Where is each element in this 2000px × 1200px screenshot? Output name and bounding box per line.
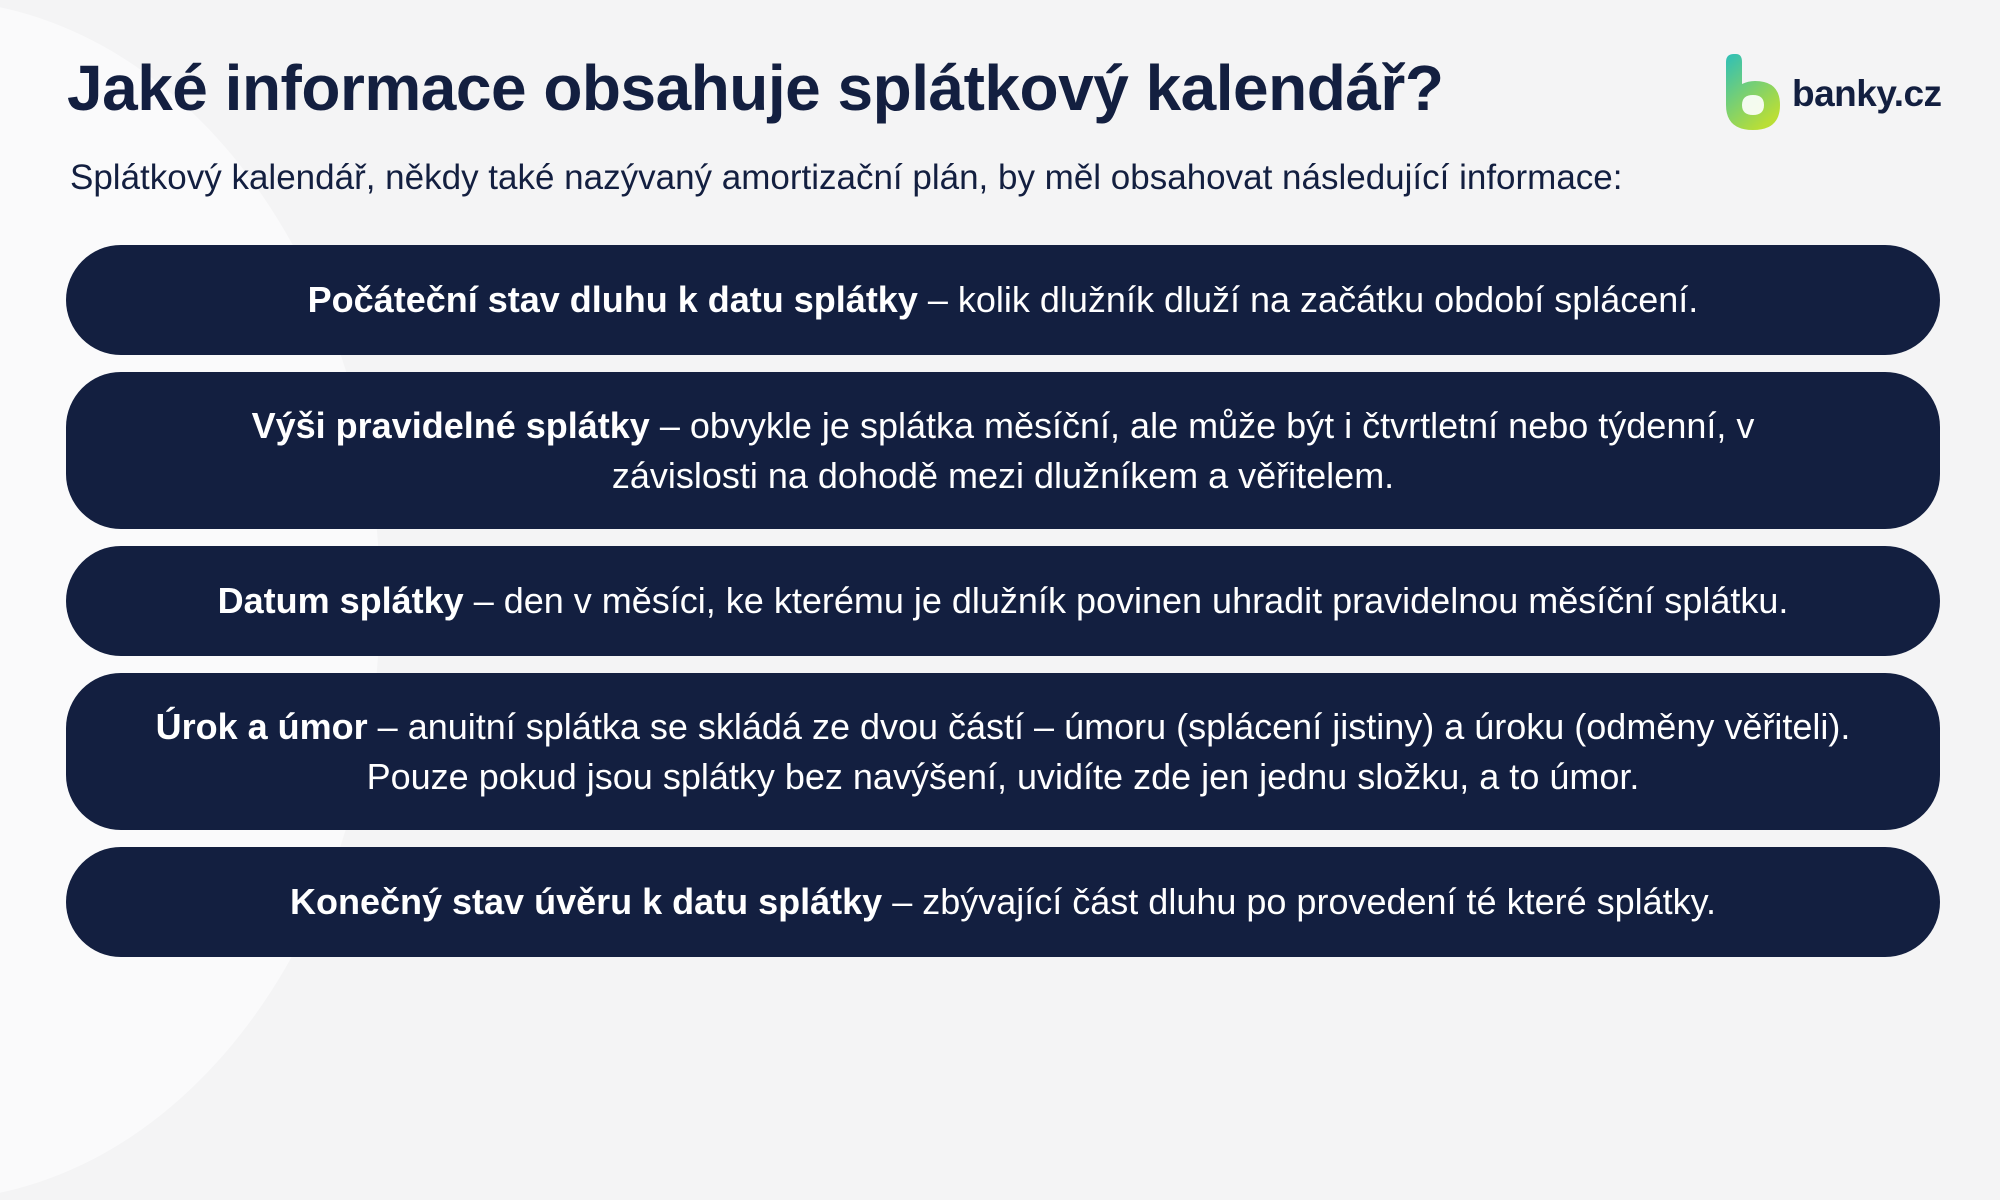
banky-logo-icon [1722,54,1782,130]
info-item-term: Výši pravidelné splátky [251,404,650,446]
info-item-text [126,702,1880,802]
info-item-final-balance [66,847,1940,957]
info-item-term: Datum splátky [217,580,464,621]
info-item-term: Počáteční stav dluhu k datu splátky [307,279,918,320]
info-list [66,245,1940,957]
info-item-text [218,576,1789,626]
info-item-initial-balance [66,245,1940,355]
banky-logo[interactable] [1722,54,1942,130]
info-item-term: Úrok a úmor [155,705,368,747]
info-item-interest-principal [66,673,1940,830]
info-item-description: – kolik dlužník dluží na začátku období splácení. [917,279,1699,320]
info-item-term: Konečný stav úvěru k datu splátky [289,881,883,922]
logo-text: banky.cz [1792,73,1942,114]
info-item-description: – den v měsíci, ke kterému je dlužník povinen uhradit pravidelnou měsíční splátku. [463,580,1789,621]
info-item-text [183,401,1823,501]
info-item-text [308,275,1699,325]
info-item-payment-amount [66,372,1940,529]
info-item-description: – obvykle je splátka měsíční, ale může být i čtvrtletní nebo týdenní, v závislosti na dohodě mezi dlužníkem a věřitelem. [611,404,1755,496]
page-title: Jaké informace obsahuje splátkový kalendář? [67,52,1444,124]
info-item-description: – anuitní splátka se skládá ze dvou částí – úmoru (splácení jistiny) a úroku (odměny věřiteli). Pouze pokud jsou splátky bez navýšení, uvidíte zde jen jednu složku, a to úmor. [366,705,1851,797]
page-subtitle: Splátkový kalendář, někdy také nazývaný amortizační plán, by měl obsahovat následující informace: [70,158,1623,197]
info-item-text [290,877,1716,927]
info-item-description: – zbývající část dluhu po provedení té které splátky. [882,881,1716,922]
info-item-payment-date [66,546,1940,656]
